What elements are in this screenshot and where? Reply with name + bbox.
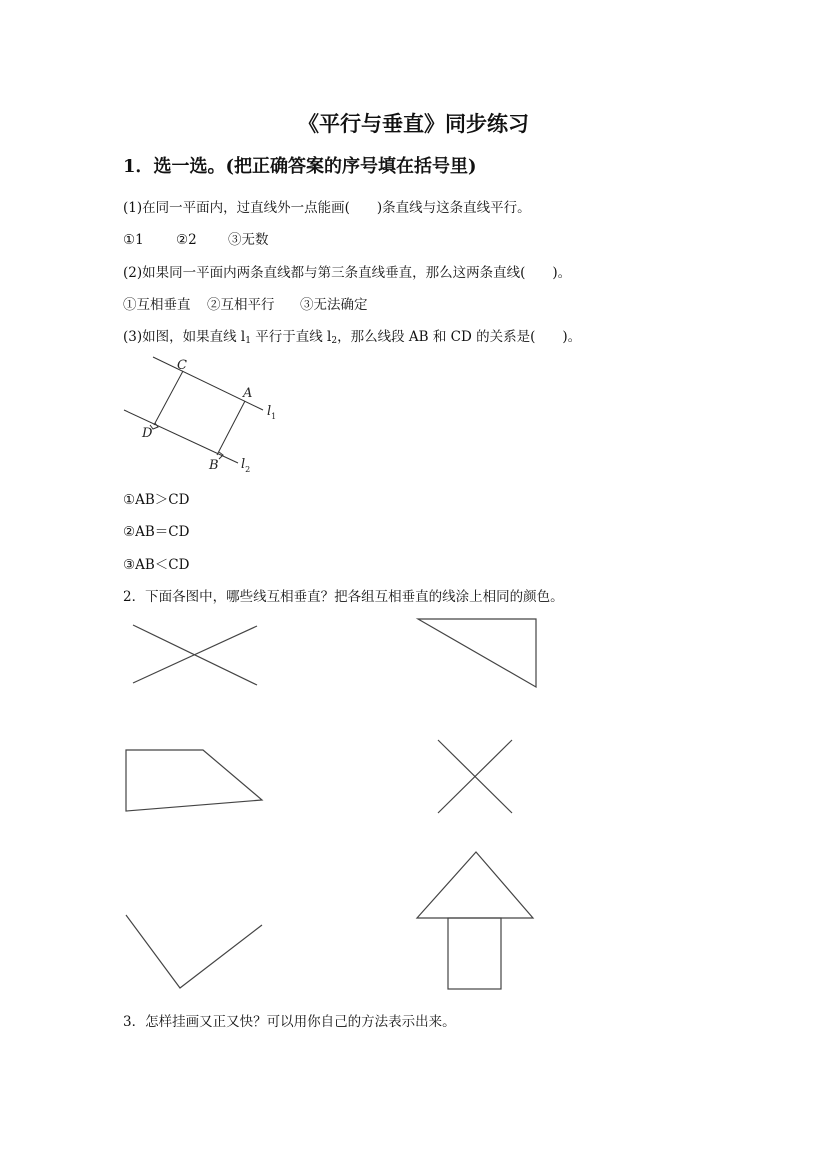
question-2-text: 2．下面各图中，哪些线互相垂直？把各组互相垂直的线涂上相同的颜色。	[123, 589, 564, 605]
option-1: ①互相垂直	[123, 297, 191, 313]
question-1-3-option-2: ②AB＝CD	[123, 524, 190, 540]
figure-x-cross	[438, 740, 512, 813]
section-1-heading: 1．选一选。(把正确答案的序号填在括号里)	[123, 156, 477, 177]
q3-text-after: ，那么线段 AB 和 CD 的关系是( )。	[337, 329, 582, 345]
figure-house	[417, 852, 533, 989]
figure-right-triangle	[418, 619, 536, 687]
label-l1: $l_1$	[267, 404, 277, 421]
page-title: 《平行与垂直》同步练习	[298, 111, 529, 136]
q3-sub2: 2	[331, 336, 338, 346]
figure-trapezoid	[126, 750, 262, 811]
option-3: ③无法确定	[300, 297, 368, 313]
q3-text-before: (3)如图，如果直线 l	[123, 329, 246, 345]
q3-text-mid: 平行于直线 l	[250, 329, 332, 345]
label-d: D	[142, 426, 153, 441]
option-2: ②互相平行	[207, 297, 275, 313]
label-l2: $l_2$	[241, 457, 251, 474]
option-3: ③无数	[228, 232, 269, 248]
label-c: C	[177, 358, 187, 373]
label-a: A	[243, 386, 253, 401]
option-2: ②2	[176, 232, 197, 248]
label-b: B	[209, 458, 219, 473]
question-1-2-text: (2)如果同一平面内两条直线都与第三条直线垂直，那么这两条直线( )。	[123, 265, 572, 281]
figure-crossing-lines-wide	[133, 625, 257, 685]
question-1-1-text: (1)在同一平面内，过直线外一点能画( )条直线与这条直线平行。	[123, 200, 531, 216]
question-1-3-option-1: ①AB＞CD	[123, 492, 190, 508]
q3-sub1: 1	[245, 336, 251, 346]
figure-v-shape	[126, 915, 262, 988]
option-1: ①1	[123, 232, 144, 248]
question-1-3-option-3: ③AB＜CD	[123, 557, 190, 573]
question-3-text: 3．怎样挂画又正又快？可以用你自己的方法表示出来。	[123, 1014, 456, 1030]
